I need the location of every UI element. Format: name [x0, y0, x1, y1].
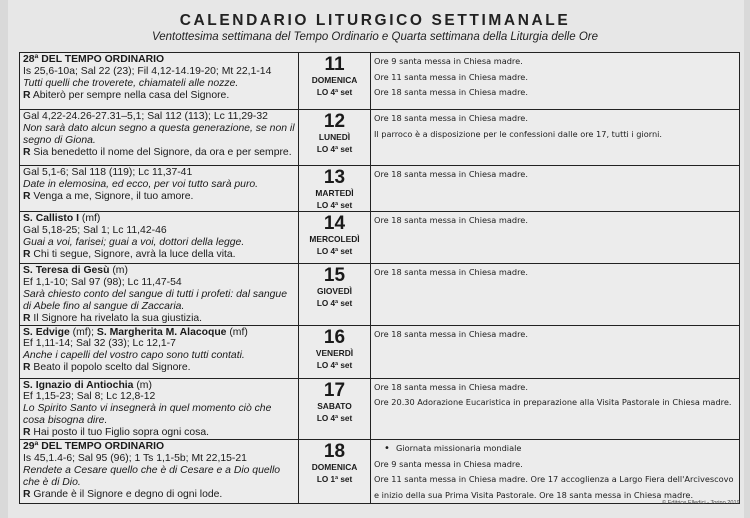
note-line: Ore 18 santa messa in Chiesa madre.	[374, 215, 528, 225]
celebration-rank-2: (mf)	[229, 326, 248, 338]
weekday-name: SABATO	[317, 400, 352, 411]
celebration-rank: (mf);	[72, 326, 97, 338]
celebration-heading	[23, 441, 295, 453]
celebration-name-2: S. Margherita M. Alacoque	[96, 326, 227, 338]
readings-cell	[20, 110, 299, 166]
note-line: Ore 18 santa messa in Chiesa madre.	[374, 169, 528, 179]
day-cell	[299, 110, 371, 166]
note-line: Ore 18 santa messa in Chiesa madre.	[374, 87, 528, 98]
celebration-name: 29ª DEL TEMPO ORDINARIO	[23, 441, 165, 453]
gospel-antiphon: Anche i capelli del vostro capo sono tutti contati.	[23, 350, 245, 362]
note-line: Ore 18 santa messa in Chiesa madre.	[374, 267, 528, 277]
celebration-name: 28ª DEL TEMPO ORDINARIO	[23, 54, 165, 65]
reading-references: Is 25,6-10a; Sal 22 (23); Fil 4,12-14.19-20; Mt 22,1-14	[23, 65, 272, 77]
celebration-name: S. Edvige	[23, 326, 70, 338]
parish-notes-cell	[371, 166, 740, 212]
response-text: Hai posto il tuo Figlio sopra ogni cosa.	[33, 427, 209, 439]
parish-notes-cell	[371, 378, 740, 440]
page-title: CALENDARIO LITURGICO SETTIMANALE	[179, 12, 571, 29]
parish-notes-cell	[371, 53, 740, 110]
day-number: 11	[324, 54, 345, 75]
calendar-row	[20, 440, 740, 504]
weekday-name: GIOVEDÌ	[317, 286, 352, 296]
gospel-antiphon: Non sarà dato alcun segno a questa generazione, se non il segno di Giona.	[23, 122, 295, 146]
response-marker: R	[23, 89, 31, 101]
response-text: Abiterò per sempre nella casa del Signore.	[32, 89, 230, 101]
day-cell	[299, 264, 371, 326]
celebration-heading	[23, 213, 295, 225]
reading-references: Is 45,1.4-6; Sal 95 (96); 1 Ts 1,1-5b; Mt 22,15-21	[23, 452, 247, 464]
liturgy-hours-week: LO 4ª set	[316, 145, 353, 154]
reading-references: Ef 1,1-10; Sal 97 (98); Lc 11,47-54	[23, 276, 182, 288]
calendar-row	[20, 325, 740, 378]
response-text: Il Signore ha rivelato la sua giustizia.	[33, 312, 203, 324]
page-subtitle: Ventottesima settimana del Tempo Ordinario e Quarta settimana della Liturgia delle Ore	[152, 31, 598, 43]
celebration-heading	[23, 54, 295, 66]
psalm-response	[23, 362, 295, 374]
response-text: Grande è il Signore e degno di ogni lode.	[33, 488, 223, 500]
readings-cell	[20, 53, 299, 110]
day-cell	[299, 378, 371, 440]
note-line: Ore 11 santa messa in Chiesa madre.	[374, 71, 528, 82]
liturgical-calendar-table	[19, 52, 740, 504]
readings-cell	[20, 440, 299, 504]
celebration-rank: (m)	[112, 265, 128, 276]
calendar-row	[20, 378, 740, 440]
parish-notes-cell	[371, 212, 740, 264]
liturgy-hours-week: LO 4ª set	[316, 88, 353, 97]
response-marker: R	[23, 488, 31, 500]
day-number: 17	[323, 379, 346, 401]
parish-notes-cell	[371, 440, 740, 504]
day-number: 18	[323, 441, 346, 463]
psalm-response	[23, 90, 295, 102]
readings-cell	[20, 166, 299, 212]
note-line: Ore 9 santa messa in Chiesa madre.	[374, 56, 523, 66]
response-marker: R	[23, 427, 31, 439]
celebration-name: S. Teresa di Gesù	[23, 265, 110, 276]
day-cell	[299, 440, 371, 504]
celebration-rank: (m)	[136, 379, 152, 391]
psalm-response	[23, 489, 295, 501]
gospel-antiphon: Date in elemosina, ed ecco, per voi tutto sarà puro.	[23, 178, 259, 190]
response-text: Venga a me, Signore, il tuo amore.	[33, 190, 194, 202]
celebration-rank: (mf)	[81, 213, 101, 224]
day-cell	[299, 212, 371, 264]
gospel-antiphon: Lo Spirito Santo vi insegnerà in quel momento ciò che cosa bisogna dire.	[23, 403, 272, 427]
response-text: Chi ti segue, Signore, avrà la luce della vita.	[33, 248, 236, 260]
liturgy-hours-week: LO 4ª set	[316, 299, 353, 308]
gospel-antiphon: Sarà chiesto conto del sangue di tutti i profeti: dal sangue di Abele fino al sangue di Zaccaria.	[23, 288, 287, 312]
event-bullet: • Giornata missionaria mondiale	[374, 441, 736, 457]
readings-cell	[20, 378, 299, 440]
liturgy-hours-week: LO 1ª set	[316, 475, 353, 485]
calendar-row	[20, 264, 740, 326]
day-number: 13	[323, 167, 346, 188]
day-number: 15	[323, 265, 346, 286]
celebration-name: S. Callisto I	[23, 213, 80, 224]
reading-references: Gal 4,22-24.26-27.31–5,1; Sal 112 (113); Lc 11,29-32	[23, 111, 268, 122]
note-line: Ore 18 santa messa in Chiesa madre.	[374, 381, 528, 392]
celebration-heading	[23, 327, 295, 339]
psalm-response	[23, 249, 295, 261]
parish-notes-cell	[371, 264, 740, 326]
response-marker: R	[23, 146, 31, 158]
day-cell	[299, 325, 371, 378]
reading-references: Ef 1,11-14; Sal 32 (33); Lc 12,1-7	[23, 338, 176, 350]
day-number: 12	[323, 111, 346, 132]
calendar-row	[20, 212, 740, 264]
note-line: Ore 9 santa messa in Chiesa madre.	[374, 458, 523, 469]
liturgy-hours-week: LO 4ª set	[316, 360, 353, 370]
calendar-row	[20, 53, 740, 110]
parish-notes-cell	[371, 325, 740, 378]
calendar-row	[20, 110, 740, 166]
celebration-heading	[23, 380, 295, 392]
weekday-name: DOMENICA	[311, 462, 358, 473]
psalm-response	[23, 147, 295, 159]
weekday-name: VENERDÌ	[315, 347, 354, 358]
day-cell	[299, 166, 371, 212]
reading-references: Gal 5,18-25; Sal 1; Lc 11,42-46	[23, 224, 167, 236]
gospel-antiphon: Rendete a Cesare quello che è di Cesare e a Dio quello che è di Dio.	[23, 464, 281, 488]
readings-cell	[20, 325, 299, 378]
response-marker: R	[23, 190, 31, 202]
day-number: 14	[323, 213, 346, 234]
liturgy-hours-week: LO 4ª set	[316, 413, 353, 423]
readings-cell	[20, 212, 299, 264]
day-number: 16	[323, 326, 346, 348]
readings-cell	[20, 264, 299, 326]
note-line: Ore 11 santa messa in Chiesa madre. Ore 17 accoglienza a Largo Fiera dell'Arcivescovo e inizio della sua Prima Visita Pastorale. Ore 18 santa messa in Chiesa madre.	[374, 474, 734, 500]
celebration-heading	[23, 265, 295, 277]
psalm-response	[23, 313, 295, 325]
gospel-antiphon: Tutti quelli che troverete, chiamateli alle nozze.	[23, 77, 239, 89]
response-text: Sia benedetto il nome del Signore, da ora e per sempre.	[33, 146, 292, 158]
celebration-name: S. Ignazio di Antiochia	[23, 379, 134, 391]
response-marker: R	[23, 312, 31, 324]
day-cell	[299, 53, 371, 110]
footer-credit: © Editrice Elledici - Torino 2019	[662, 500, 740, 506]
weekday-name: MARTEDÌ	[315, 188, 354, 198]
psalm-response	[23, 427, 295, 439]
response-text: Beato il popolo scelto dal Signore.	[33, 362, 191, 374]
liturgy-hours-week: LO 4ª set	[316, 201, 353, 210]
weekday-name: DOMENICA	[311, 75, 358, 85]
note-line: Ore 18 santa messa in Chiesa madre.	[374, 328, 528, 339]
calendar-row	[20, 166, 740, 212]
note-line: Ore 18 santa messa in Chiesa madre.	[374, 113, 528, 123]
note-line: Il parroco è a disposizione per le confessioni dalle ore 17, tutti i giorni.	[374, 128, 663, 139]
weekday-name: MERCOLEDÌ	[309, 234, 360, 244]
note-line: Ore 20.30 Adorazione Eucaristica in preparazione alla Visita Pastorale in Chiesa madre.	[374, 397, 732, 408]
parish-notes-cell	[371, 110, 740, 166]
liturgy-hours-week: LO 4ª set	[316, 247, 353, 256]
weekday-name: LUNEDÌ	[318, 132, 351, 142]
reading-references: Ef 1,15-23; Sal 8; Lc 12,8-12	[23, 391, 156, 403]
psalm-response	[23, 191, 295, 203]
reading-references: Gal 5,1-6; Sal 118 (119); Lc 11,37-41	[23, 167, 193, 178]
response-marker: R	[23, 362, 31, 374]
gospel-antiphon: Guai a voi, farisei; guai a voi, dottori della legge.	[23, 236, 245, 248]
response-marker: R	[23, 248, 31, 260]
